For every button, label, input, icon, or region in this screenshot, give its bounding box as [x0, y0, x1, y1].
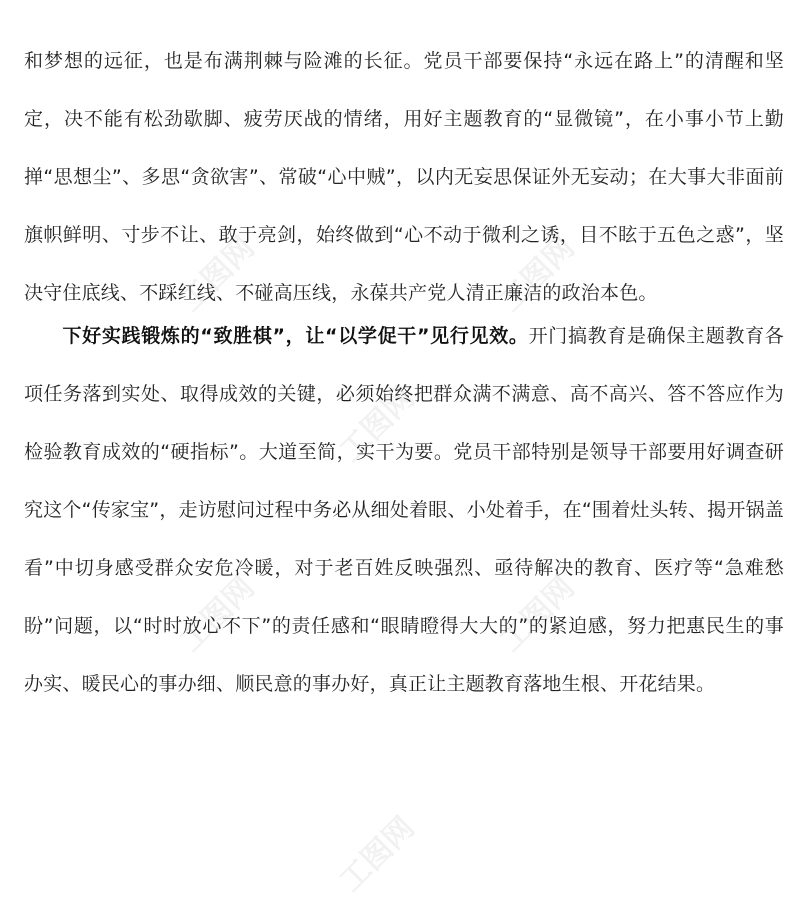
watermark: 工图网 — [493, 570, 582, 659]
paragraph-continued — [24, 32, 784, 322]
paragraph-body: 和梦想的远征，也是布满荆棘与险滩的长征。党员干部要保持“永远在路上”的清醒和坚定，决不能有松劲歇脚、疲劳厌战的情绪，用好主题教育的“显微镜”，在小事小节上勤掸“思想尘”、多思“贪欲害”、常破“心中贼”，以内无妄思保证外无妄动；在大事大非面前旗帜鲜明、寸步不让、敢于亮剑，始终做到“心不动于微利之诱，目不眩于五色之惑”，坚决守住底线、不踩红线、不碰高压线，永葆共产党人清正廉洁的政治本色。 — [24, 50, 784, 304]
paragraph-body: 开门搞教育是确保主题教育各项任务落到实处、取得成效的关键，必须始终把群众满不满意、高不高兴、答不答应作为检验教育成效的“硬指标”。大道至简，实干为要。党员干部特别是领导干部要用好调查研究这个“传家宝”，走访慰问过程中务必从细处着眼、小处着手，在“围着灶头转、揭开锅盖看”中切身感受群众安危冷暖，对于老百姓反映强烈、亟待解决的教育、医疗等“急难愁盼”问题，以“时时放心不下”的责任感和“眼睛瞪得大大的”的紧迫感，努力把惠民生的事办实、暖民心的事办细、顺民意的事办好，真正让主题教育落地生根、开花结果。 — [24, 325, 785, 695]
watermark: 工图网 — [493, 230, 582, 319]
paragraph-lead-heading: 下好实践锻炼的“致胜棋”，让“以学促干”见行见效。 — [62, 325, 529, 347]
paragraph-practice — [24, 307, 784, 713]
watermark: 工图网 — [333, 810, 422, 899]
watermark: 工图网 — [173, 570, 262, 659]
watermark: 工图网 — [333, 380, 422, 469]
watermark: 工图网 — [173, 230, 262, 319]
